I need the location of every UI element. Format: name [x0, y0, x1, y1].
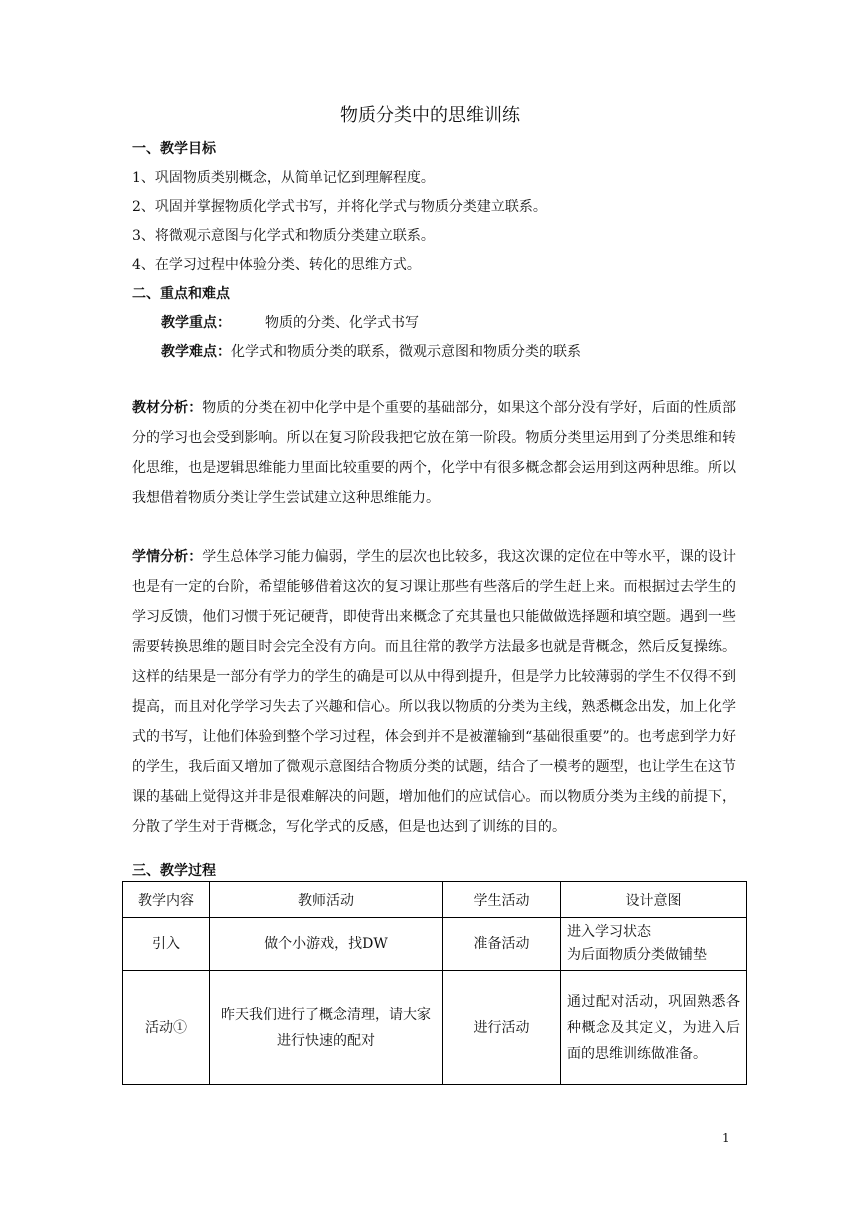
student-analysis-label: 学情分析： — [132, 549, 203, 565]
section-heading-process: 三、教学过程 — [132, 863, 216, 879]
table-cell-intent: 通过配对活动，巩固熟悉各种概念及其定义，为进入后面的思维训练做准备。 — [561, 971, 747, 1085]
objective-item: 4、在学习过程中体验分类、转化的思维方式。 — [132, 257, 421, 273]
difficulty-text: 化学式和物质分类的联系，微观示意图和物质分类的联系 — [231, 344, 581, 360]
objective-item: 2、巩固并掌握物质化学式书写，并将化学式与物质分类建立联系。 — [132, 199, 547, 215]
document-title: 物质分类中的思维训练 — [340, 105, 520, 126]
difficulty-line — [161, 342, 581, 362]
objective-item: 1、巩固物质类别概念，从简单记忆到理解程度。 — [132, 170, 435, 186]
table-header-row — [123, 882, 747, 918]
material-analysis-label: 教材分析： — [132, 400, 203, 416]
table-cell-teacher: 昨天我们进行了概念清理，请大家进行快速的配对 — [210, 971, 443, 1085]
table-cell-content: 活动① — [123, 971, 210, 1085]
key-point-label: 教学重点： — [161, 315, 231, 331]
intent-line: 进入学习状态 — [567, 924, 651, 940]
section-heading-key-points: 二、重点和难点 — [132, 286, 230, 302]
table-cell-content: 引入 — [123, 918, 210, 971]
objective-item: 3、将微观示意图与化学式和物质分类建立联系。 — [132, 228, 435, 244]
key-point-text: 物质的分类、化学式书写 — [265, 315, 419, 331]
table-row — [123, 918, 747, 971]
table-header-cell: 学生活动 — [443, 882, 561, 918]
page-number: 1 — [722, 1131, 730, 1145]
section-heading-objectives: 一、教学目标 — [132, 141, 216, 157]
table-header-cell: 设计意图 — [561, 882, 747, 918]
teaching-process-table — [122, 881, 747, 1085]
table-header-cell: 教学内容 — [123, 882, 210, 918]
student-analysis-paragraph — [132, 542, 736, 842]
key-point-line — [161, 313, 419, 333]
table-header-cell: 教师活动 — [210, 882, 443, 918]
student-analysis-text: 学生总体学习能力偏弱，学生的层次也比较多，我这次课的定位在中等水平，课的设计也是有一定的台阶，希望能够借着这次的复习课让那些有些落后的学生赶上来。而根据过去学生的学习反馈，他们习惯于死记硬背，即使背出来概念了充其量也只能做做选择题和填空题。遇到一些需要转换思维的题目时会完全没有方向。而且往常的教学方法最多也就是背概念，然后反复操练。这样的结果是一部分有学力的学生的确是可以从中得到提升，但是学力比较薄弱的学生不仅得不到提高，而且对化学学习失去了兴趣和信心。所以我以物质的分类为主线，熟悉概念出发，加上化学式的书写，让他们体验到整个学习过程，体会到并不是被灌输到“基础很重要”的。也考虑到学力好的学生，我后面又增加了微观示意图结合物质分类的试题，结合了一模考的题型，也让学生在这节课的基础上觉得这并非是很难解决的问题，增加他们的应试信心。而以物质分类为主线的前提下，分散了学生对于背概念，写化学式的反感，但是也达到了训练的目的。 — [132, 549, 737, 835]
material-analysis-text: 物质的分类在初中化学中是个重要的基础部分，如果这个部分没有学好，后面的性质部分的学习也会受到影响。所以在复习阶段我把它放在第一阶段。物质分类里运用到了分类思维和转化思维，也是逻辑思维能力里面比较重要的两个，化学中有很多概念都会运用到这两种思维。所以我想借着物质分类让学生尝试建立这种思维能力。 — [132, 400, 737, 506]
table-cell-student: 进行活动 — [443, 971, 561, 1085]
table-cell-student: 准备活动 — [443, 918, 561, 971]
table-cell-teacher: 做个小游戏，找DW — [210, 918, 443, 971]
difficulty-label: 教学难点： — [161, 344, 231, 360]
intent-line: 为后面物质分类做铺垫 — [567, 947, 707, 963]
material-analysis-paragraph — [132, 393, 736, 513]
table-cell-intent — [561, 918, 747, 971]
table-row — [123, 971, 747, 1085]
